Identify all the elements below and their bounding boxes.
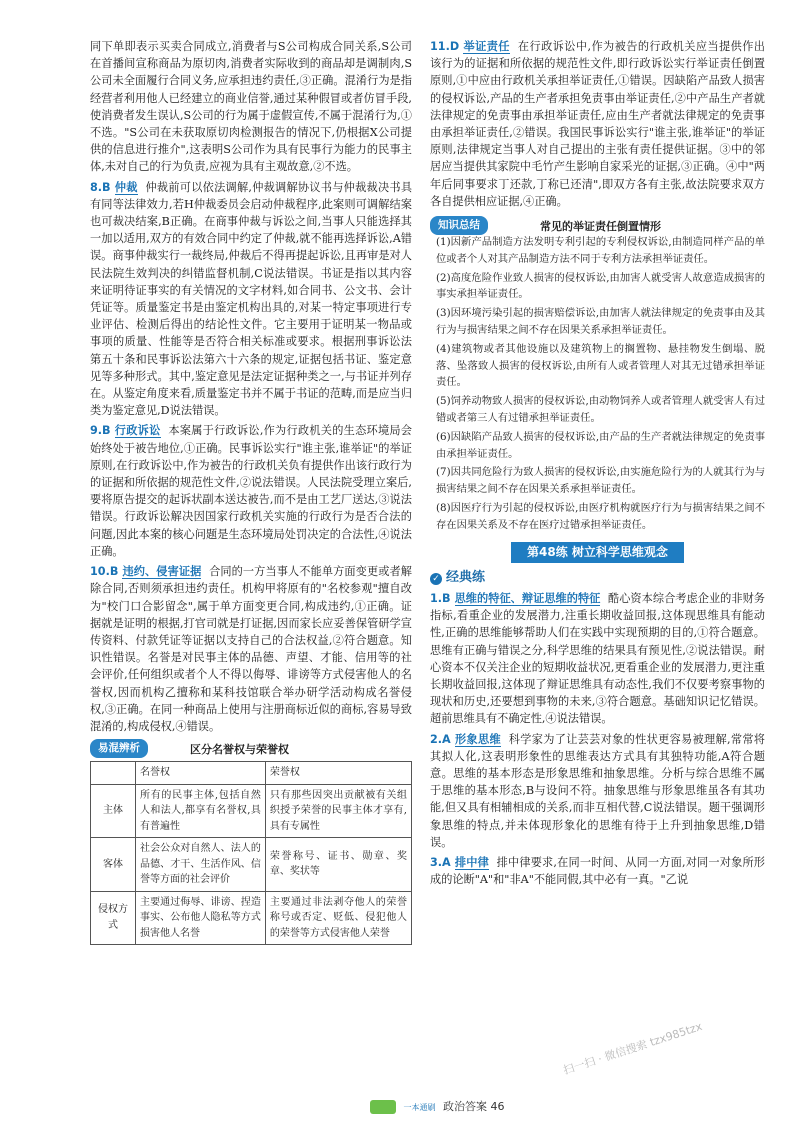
answer-8 bbox=[90, 179, 412, 420]
box-title: 知识总结 bbox=[430, 216, 488, 235]
answer-number: 10.B bbox=[90, 565, 119, 579]
knowledge-tag: 违约、侵害证据 bbox=[122, 565, 202, 579]
knowledge-tag: 举证责任 bbox=[463, 40, 510, 53]
watermark: 扫一扫 · 微信搜索 tzx985tzx bbox=[561, 1019, 704, 1078]
knowledge-tag: 思维的特征、辩证思维的特征 bbox=[454, 591, 601, 605]
page-footer bbox=[370, 1098, 505, 1114]
knowledge-tag: 排中律 bbox=[454, 856, 489, 870]
answer-10 bbox=[90, 563, 412, 735]
table-cell: 荣誉称号、证书、勋章、奖章、奖状等 bbox=[265, 838, 411, 892]
table-row bbox=[91, 784, 412, 838]
answer-c2 bbox=[430, 731, 765, 851]
table-row bbox=[91, 838, 412, 892]
table-cell: 社会公众对自然人、法人的品德、才干、生活作风、信誉等方面的社会评价 bbox=[136, 838, 266, 892]
summary-item: (4)建筑物或者其他设施以及建筑物上的搁置物、悬挂物发生倒塌、脱落、坠落致人损害的侵权诉讼,由所有人或者管理人对其无过错承担举证责任。 bbox=[436, 342, 765, 389]
answer-9 bbox=[90, 422, 412, 560]
table-cell: 主要通过侮辱、诽谤、捏造事实、公布他人隐私等方式损害他人名誉 bbox=[136, 891, 266, 945]
summary-item: (2)高度危险作业致人损害的侵权诉讼,由加害人就受害人故意造成损害的事实承担举证责任。 bbox=[436, 271, 765, 301]
knowledge-tag: 仲裁 bbox=[114, 180, 138, 194]
table-cell: 所有的民事主体,包括自然人和法人,都享有名誉权,具有普遍性 bbox=[136, 784, 266, 838]
section-heading bbox=[430, 542, 765, 563]
box-heading: 区分名誉权与荣誉权 bbox=[190, 743, 289, 757]
section-title: 第48练 树立科学思维观念 bbox=[511, 542, 684, 563]
answer-number: 9.B bbox=[90, 424, 111, 438]
comparison-table bbox=[90, 761, 412, 945]
answer-text: 本案属于行政诉讼,作为行政机关的生态环境局会始终处于被告地位,①正确。民事诉讼实行"谁主张,谁举证"的举证原则,在行政诉讼中,作为被告的行政机关负有提供作出该行政行为的证据和所依据的规范性文件,②说法错误。人民法院受理立案后,要将原告提交的起诉状副本送达被告,而不是由工艺厂送达,③说法错误。行政诉讼解决因国家行政机关实施的行政行为是否合法的问题,因此本案的核心问题是生态环境局处罚决定的合法性,④说法正确。 bbox=[90, 424, 412, 558]
table-corner bbox=[91, 762, 136, 785]
answer-text: 仲裁前可以依法调解,仲裁调解协议书与仲裁裁决书具有同等法律效力,若H仲裁委员会启动仲裁程序,此案则可调解结案也可裁决结案,B正确。在商事仲裁与诉讼之间,当事人只能选择其一加以适用,双方的有效合同中约定了仲裁,就不能再选择诉讼,A错误。商事仲裁实行一裁终局,仲裁后不得再提起诉讼,且再审是对人民法院生效判决的纠错监督机制,C说法错误。书证是指以其内容来证明待证事实的有关情况的文字材料,如合同书、公文书、会计凭证等。质量鉴定书是由鉴定机构出具的,对某一特定事项进行专业评估、检测后得出的结论性文件。它主要用于证明某一物品或事项的质量、性能等是否符合相关标准或要求。根据刑事诉讼法第五十条和民事诉讼法第六十六条的规定,证据包括书证、鉴定意见等多种形式。其中,鉴定意见是法定证据种类之一,与书证并列存在。从鉴定角度来看,质量鉴定书并不属于书证的范畴,而是应当归类为鉴定意见,D说法错误。 bbox=[90, 180, 413, 418]
right-column bbox=[430, 38, 765, 891]
answer-text: 科学家为了让芸芸对象的性状更容易被理解,常常将其拟人化,这表明形象性的思维表达方式具有其独特功能,A符合题意。思维的基本形态是形象思维和抽象思维。分析与综合思维不属于思维的基本形态,B与设问不符。抽象思维与形象思维虽各有其功能,但又具有相辅相成的关系,而非互相代替,C说法错误。题干强调形象思维的特点,并未体现形象化的思维有待于上升到抽象思维,D错误。 bbox=[430, 732, 765, 849]
answer-number: 3.A bbox=[430, 856, 451, 870]
page-label: 政治答案 46 bbox=[443, 1100, 505, 1113]
answer-text: 酷心资本综合考虑企业的非财务指标,看重企业的发展潜力,注重长期收益回报,这体现思维具有能动性,正确的思维能够帮助人们在实践中实现预期的目的,①符合题意。思维有正确与错误之分,科学思维的结果具有预见性,②说法错误。耐心资本不仅关注企业的短期收益状况,更看重企业的发展潜力,更注重长期收益回报,这体现了辩证思维具有动态性,我们不仅要考察事物的现状和历史,还要想到事物的未来,③符合题意。基础知识记忆错误。超前思维具有不确定性,④说法错误。 bbox=[430, 591, 765, 726]
knowledge-tag: 行政诉讼 bbox=[114, 424, 161, 438]
table-header: 名誉权 bbox=[136, 762, 266, 785]
answer-text: 排中律要求,在同一时间、从同一方面,对同一对象所形成的论断"A"和"非A"不能同假,其中必有一真。"乙说 bbox=[430, 856, 765, 887]
table-cell: 只有那些因突出贡献被有关组织授予荣誉的民事主体才享有,具有专属性 bbox=[265, 784, 411, 838]
row-label: 侵权方式 bbox=[91, 891, 136, 945]
summary-item: (8)因医疗行为引起的侵权诉讼,由医疗机构就医疗行为与损害结果之间不存在因果关系及不存在医疗过错承担举证责任。 bbox=[436, 501, 765, 531]
answer-number: 2.A bbox=[430, 732, 451, 746]
answer-number: 1.B bbox=[430, 591, 451, 605]
classic-practice-heading bbox=[430, 569, 765, 586]
answer-number: 8.B bbox=[90, 180, 111, 194]
answer-c1 bbox=[430, 590, 765, 728]
knowledge-tag: 形象思维 bbox=[454, 732, 501, 746]
table-row bbox=[91, 891, 412, 945]
table-header-row bbox=[91, 762, 412, 785]
row-label: 客体 bbox=[91, 838, 136, 892]
box-title: 易混辨析 bbox=[90, 739, 148, 758]
summary-item: (3)因环境污染引起的损害赔偿诉讼,由加害人就法律规定的免责事由及其行为与损害结果之间不存在因果关系承担举证责任。 bbox=[436, 307, 765, 337]
table-cell: 主要通过非法剥夺他人的荣誉称号或否定、贬低、侵犯他人的荣誉等方式侵害他人荣誉 bbox=[265, 891, 411, 945]
answer-text: 在行政诉讼中,作为被告的行政机关应当提供作出该行为的证据和所依据的规范性文件,即行政诉讼实行举证责任倒置原则,①中应由行政机关承担举证责任,①错误。因缺陷产品致人损害的侵权诉讼,产品的生产者承担免责事由举证责任,②中产品生产者就法律规定的免责事由承担举证责任,应由生产者就法律规定的免责事由承担举证责任,②错误。我国民事诉讼实行"谁主张,谁举证"的举证原则,法律规定当事人对自己提出的主张有责任提供证据。③中的邻居应当提供其家院中毛竹产生影响自家采光的证据,③正确。④中"两年后同事要求丁还款,丁称已还清",即双方各有主张,故法院要求双方各自提供相应证据,④正确。 bbox=[430, 40, 765, 208]
table-header: 荣誉权 bbox=[265, 762, 411, 785]
summary-box bbox=[430, 216, 765, 534]
summary-item: (1)因新产品制造方法发明专利引起的专利侵权诉讼,由制造同样产品的单位或者个人对其产品制造方法不同于专利方法承担举证责任。 bbox=[436, 236, 765, 265]
summary-item: (5)饲养动物致人损害的侵权诉讼,由动物饲养人或者管理人就受害人有过错或者第三人有过错承担举证责任。 bbox=[436, 395, 765, 424]
summary-item: (6)因缺陷产品致人损害的侵权诉讼,由产品的生产者就法律规定的免责事由承担举证责任。 bbox=[436, 430, 765, 460]
confusion-box bbox=[90, 739, 412, 945]
answer-c3 bbox=[430, 854, 765, 888]
footer-brand: 一本通刷 bbox=[403, 1103, 436, 1112]
check-icon: ✓ bbox=[430, 573, 442, 585]
answer-7-continued: 同下单即表示买卖合同成立,消费者与S公司构成合同关系,S公司在首播间宣称商品为原切肉,消费者实际收到的商品却是调制肉,S公司未全面履行合同义务,应承担违约责任,③正确。混淆行为是指经营者利用他人已经建立的商业信誉,通过某种假冒或者仿冒手段,使消费者发生误认,S公司的行为属于虚假宣传,不属于混淆行为,①不选。"S公司在未获取原切肉检测报告的情况下,仍根据X公司提供的信息进行推介",这表明S公司作为具有民事行为能力的民事主体,未对自己的行为负责,应视为具有主观故意,②不选。 bbox=[90, 40, 412, 174]
box-heading: 常见的举证责任倒置情形 bbox=[540, 220, 661, 234]
left-column bbox=[90, 38, 412, 945]
answer-number: 11.D bbox=[430, 40, 460, 53]
logo-icon bbox=[370, 1100, 396, 1114]
classic-label: 经典练 bbox=[446, 569, 486, 585]
answer-11 bbox=[430, 38, 765, 210]
row-label: 主体 bbox=[91, 784, 136, 838]
summary-item: (7)因共同危险行为致人损害的侵权诉讼,由实施危险行为的人就其行为与损害结果之间不存在因果关系承担举证责任。 bbox=[436, 466, 765, 496]
answer-text: 合同的一方当事人不能单方面变更或者解除合同,否则须承担违约责任。机构甲将原有的"名校参观"擅自改为"校门口合影留念",属于单方面变更合同,构成违约,①正确。证据就是证明的根据,打官司就是打证据,因而家长应妥善保管研学宣传资料、付款凭证等证据以支持自己的合法权益,②符合题意。知识性错误。名誉是对民事主体的品德、声望、才能、信用等的社会评价,任何组织或者个人不得以侮辱、诽谤等方式侵害他人的名誉权,因而机构乙擅称和某科技馆联合举办研学活动构成名誉侵权,③正确。在同一种商品上使用与注册商标近似的商标,容易导致混淆的,构成侵权,④错误。 bbox=[90, 565, 412, 733]
